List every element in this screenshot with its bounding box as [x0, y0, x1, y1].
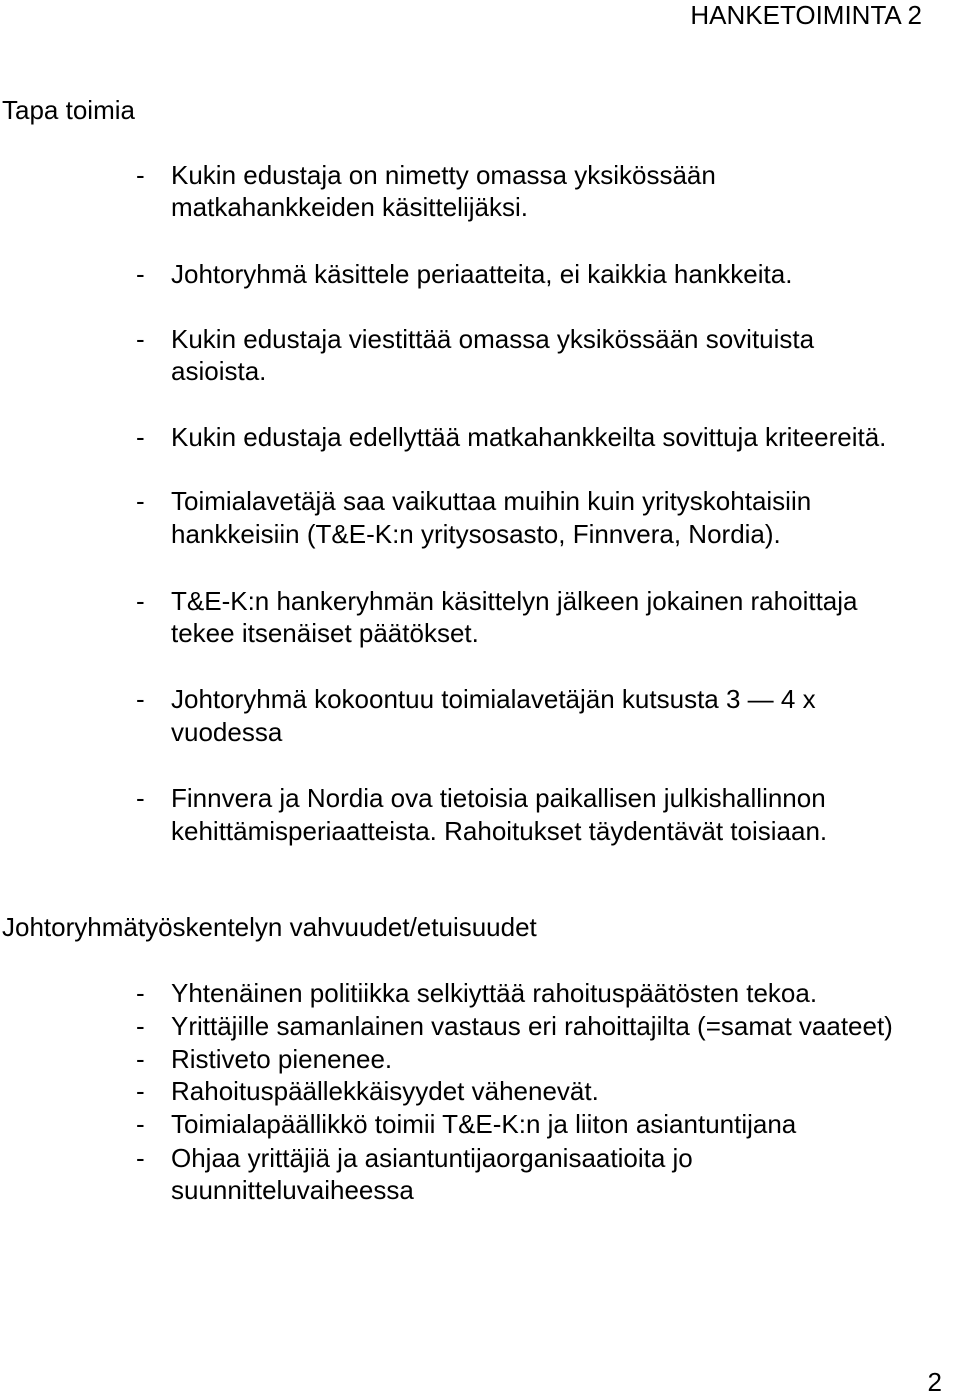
list-item-line: T&E-K:n hankeryhmän käsittelyn jälkeen jokainen rahoittaja [171, 586, 858, 616]
list-marker: - [136, 486, 145, 516]
list-item-line: Johtoryhmä käsittele periaatteita, ei kaikkia hankkeita. [171, 259, 793, 289]
list-marker: - [136, 259, 145, 289]
list-marker: - [136, 324, 145, 354]
list-item-line: Finnvera ja Nordia ova tietoisia paikallisen julkishallinnon [171, 783, 826, 813]
section-heading-vahvuudet: Johtoryhmätyöskentelyn vahvuudet/etuisuudet [2, 912, 537, 942]
list-item-line: Ohjaa yrittäjiä ja asiantuntijaorganisaatioita jo [171, 1143, 693, 1173]
list-item-line: tekee itsenäiset päätökset. [171, 618, 479, 648]
list-item-line: matkahankkeiden käsittelijäksi. [171, 192, 528, 222]
list-item-line: hankkeisiin (T&E-K:n yritysosasto, Finnvera, Nordia). [171, 519, 781, 549]
list-marker: - [136, 783, 145, 813]
list-item-line: kehittämisperiaatteista. Rahoitukset täydentävät toisiaan. [171, 816, 828, 846]
list-item-line: Ristiveto pienenee. [171, 1044, 393, 1074]
list-item-line: Johtoryhmä kokoontuu toimialavetäjän kutsusta 3 — 4 x [171, 684, 816, 714]
list-item-line: Yhtenäinen politiikka selkiyttää rahoituspäätösten tekoa. [171, 978, 818, 1008]
list-marker: - [136, 1143, 145, 1173]
list-marker: - [136, 1044, 145, 1074]
list-marker: - [136, 1076, 145, 1106]
section-heading-tapa-toimia: Tapa toimia [2, 95, 135, 125]
list-marker: - [136, 160, 145, 190]
list-item-line: Rahoituspäällekkäisyydet vähenevät. [171, 1076, 599, 1106]
list-item-line: vuodessa [171, 717, 283, 747]
list-item-line: Toimialavetäjä saa vaikuttaa muihin kuin yrityskohtaisiin [171, 486, 812, 516]
list-item-line: Kukin edustaja edellyttää matkahankkeilta sovittuja kriteereitä. [171, 422, 887, 452]
page-number: 2 [927, 1367, 942, 1397]
list-marker: - [136, 1011, 145, 1041]
list-item-line: Kukin edustaja on nimetty omassa yksikössään [171, 160, 716, 190]
list-item-line: Toimialapäällikkö toimii T&E-K:n ja liiton asiantuntijana [171, 1109, 797, 1139]
list-marker: - [136, 422, 145, 452]
list-item-line: Kukin edustaja viestittää omassa yksikössään sovituista [171, 324, 815, 354]
list-marker: - [136, 684, 145, 714]
list-marker: - [136, 978, 145, 1008]
list-item-line: asioista. [171, 356, 267, 386]
page-header-title: HANKETOIMINTA 2 [690, 0, 922, 30]
list-marker: - [136, 1109, 145, 1139]
list-item-line: suunnitteluvaiheessa [171, 1175, 414, 1205]
list-item-line: Yrittäjille samanlainen vastaus eri rahoittajilta (=samat vaateet) [171, 1011, 893, 1041]
list-marker: - [136, 586, 145, 616]
